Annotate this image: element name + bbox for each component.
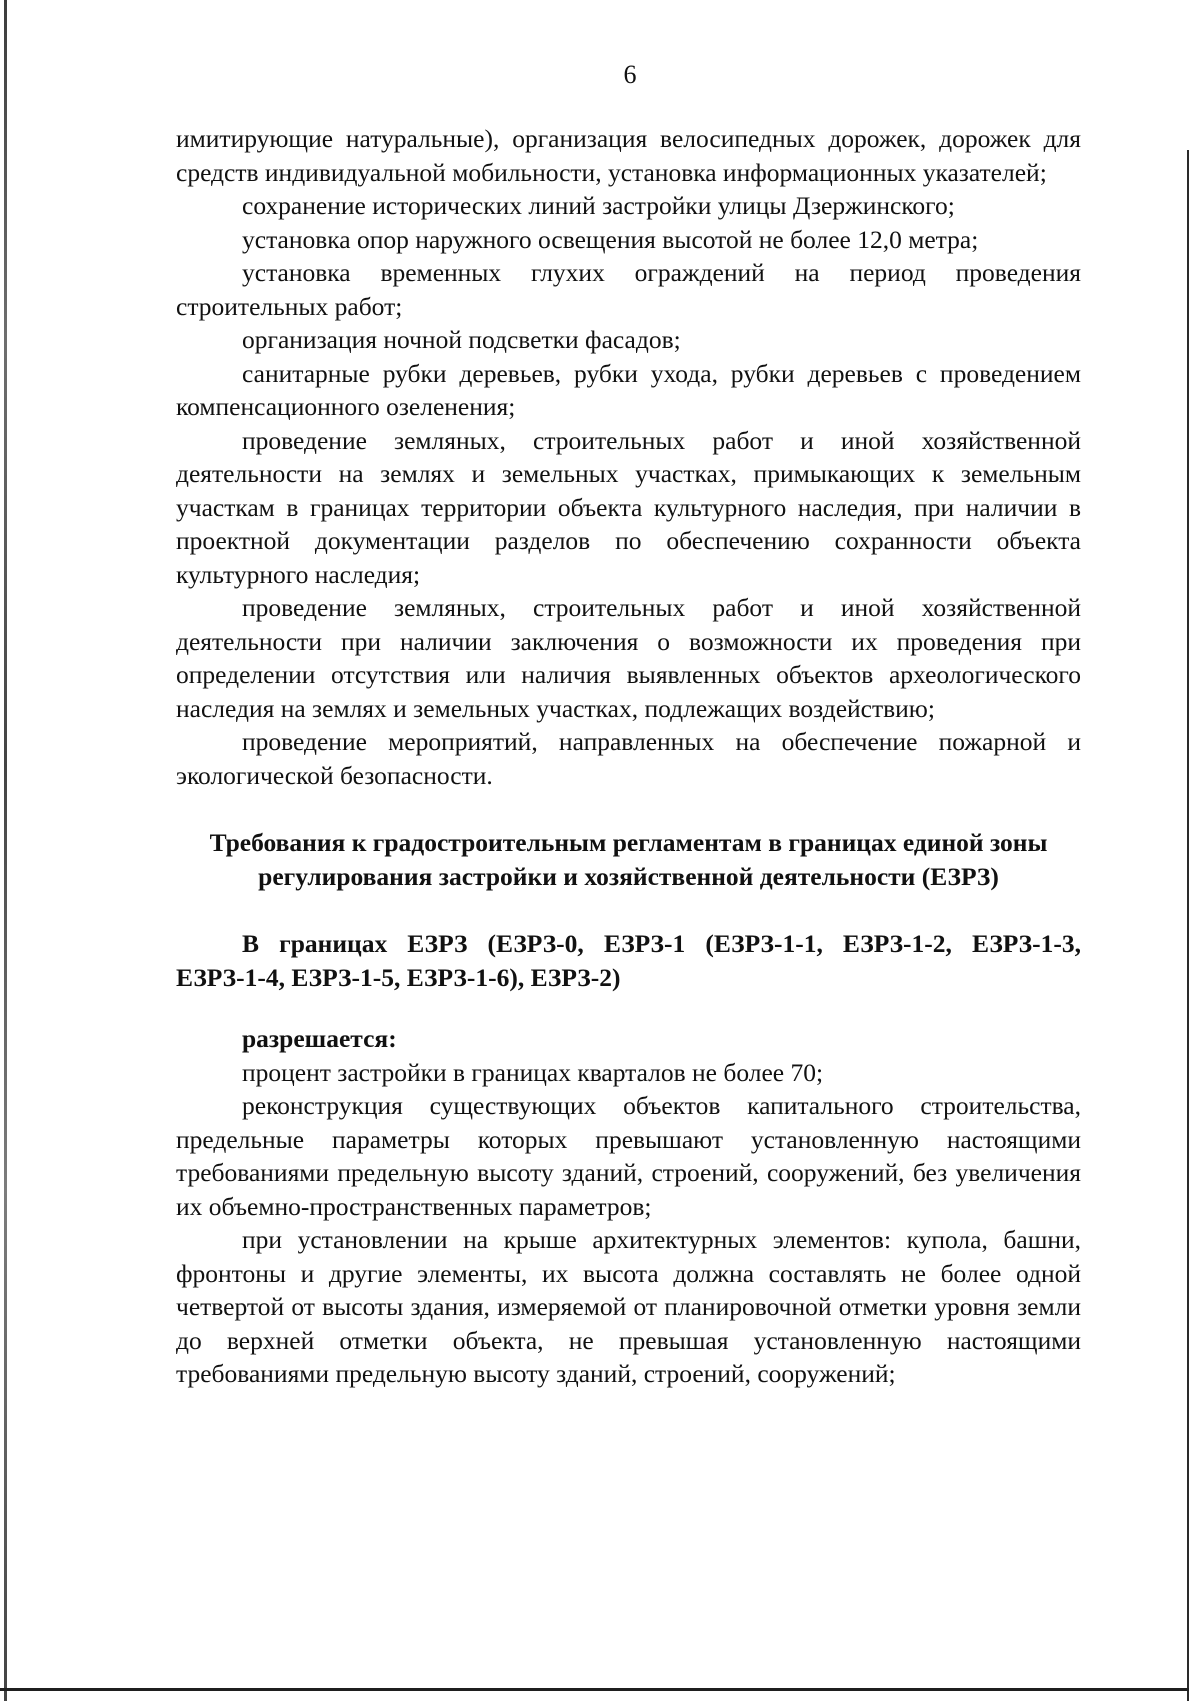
paragraph-3: установка опор наружного освещения высотой не более 12,0 метра; xyxy=(242,224,979,254)
paragraph-9: проведение мероприятий, направленных на обеспечение пожарной и экологической безопасности. xyxy=(176,727,1081,790)
allowed-item-2: реконструкция существующих объектов капитального строительства, предельные параметры которых превышают установленную настоящими требованиями предельную высоту зданий, строений, сооружений, без увеличения их объемно-пространственных параметров; xyxy=(176,1091,1081,1221)
paragraph-5: организация ночной подсветки фасадов; xyxy=(242,325,681,354)
paragraph-8: проведение земляных, строительных работ и иной хозяйственной деятельности при наличии заключения о возможности их проведения при определении отсутствия или наличия выявленных объектов археологического наследия на землях и земельных участках, подлежащих воздействию; xyxy=(176,593,1081,723)
paragraph-7: проведение земляных, строительных работ и иной хозяйственной деятельности на землях и земельных участках, примыкающих к земельным участкам в границах территории объекта культурного наследия, при наличии в проектной документации разделов по обеспечению сохранности объекта культурного наследия; xyxy=(176,425,1081,589)
paragraph-6: санитарные рубки деревьев, рубки ухода, рубки деревьев с проведением компенсационного озеленения; xyxy=(176,358,1081,421)
section-heading: Требования к градостроительным регламентам в границах единой зоны регулирования застройки и хозяйственной деятельности (ЕЗРЗ) xyxy=(209,828,1048,891)
allowed-label: разрешается: xyxy=(242,1024,397,1053)
paragraph-4: установка временных глухих ограждений на период проведения строительных работ; xyxy=(176,258,1081,321)
scan-edge-bottom xyxy=(0,1688,1189,1691)
subsection-heading: В границах ЕЗРЗ (ЕЗРЗ-0, ЕЗРЗ-1 (ЕЗРЗ-1-1, ЕЗРЗ-1-2, ЕЗРЗ-1-3, ЕЗРЗ-1-4, ЕЗРЗ-1-5, ЕЗРЗ-1-6), ЕЗРЗ-2) xyxy=(176,929,1081,992)
page-number: 6 xyxy=(623,60,637,89)
paragraph-2: сохранение исторических линий застройки улицы Дзержинского; xyxy=(242,191,955,220)
scan-edge-right xyxy=(1187,150,1189,1701)
allowed-item-1: процент застройки в границах кварталов не более 70; xyxy=(242,1057,824,1087)
allowed-item-3: при установлении на крыше архитектурных элементов: купола, башни, фронтоны и другие элементы, их высота должна составлять не более одной четвертой от высоты здания, измеряемой от планировочной отметки уровня земли до верхней отметки объекта, не превышая установленную настоящими требованиями предельную высоту зданий, строений, сооружений; xyxy=(176,1225,1081,1388)
document-body xyxy=(176,122,1081,1391)
paragraph-1: имитирующие натуральные), организация велосипедных дорожек, дорожек для средств индивидуальной мобильности, установка информационных указателей; xyxy=(176,124,1081,187)
scan-edge-left xyxy=(4,0,7,1701)
